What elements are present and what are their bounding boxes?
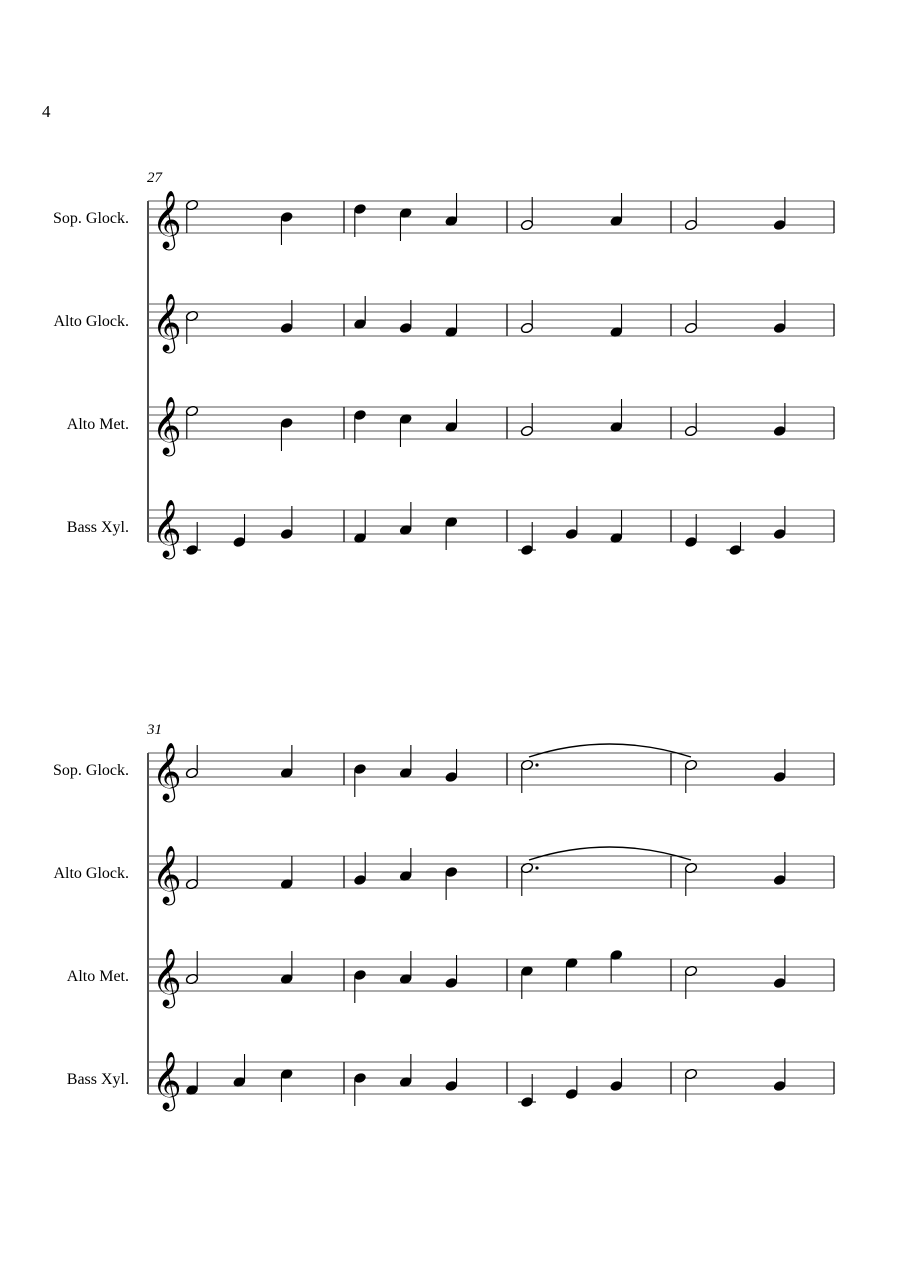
treble-clef-icon: 𝄞 (152, 499, 182, 557)
note-dot (535, 866, 538, 869)
treble-clef-icon: 𝄞 (152, 190, 182, 248)
page-number: 4 (42, 102, 51, 121)
tie-slur (529, 847, 691, 860)
treble-clef-icon: 𝄞 (152, 948, 182, 1006)
instrument-label: Alto Glock. (53, 313, 129, 330)
measure-number: 27 (147, 170, 162, 186)
tie-slur (529, 744, 691, 757)
instrument-label: Alto Met. (66, 968, 129, 985)
treble-clef-icon: 𝄞 (152, 396, 182, 454)
treble-clef-icon: 𝄞 (152, 742, 182, 800)
instrument-label: Sop. Glock. (53, 762, 129, 779)
instrument-label: Alto Glock. (53, 865, 129, 882)
treble-clef-icon: 𝄞 (152, 845, 182, 903)
note-dot (535, 763, 538, 766)
instrument-label: Sop. Glock. (53, 210, 129, 227)
instrument-label: Bass Xyl. (66, 519, 129, 536)
measure-number: 31 (147, 722, 162, 738)
instrument-label: Bass Xyl. (66, 1071, 129, 1088)
instrument-label: Alto Met. (66, 416, 129, 433)
treble-clef-icon: 𝄞 (152, 293, 182, 351)
treble-clef-icon: 𝄞 (152, 1051, 182, 1109)
